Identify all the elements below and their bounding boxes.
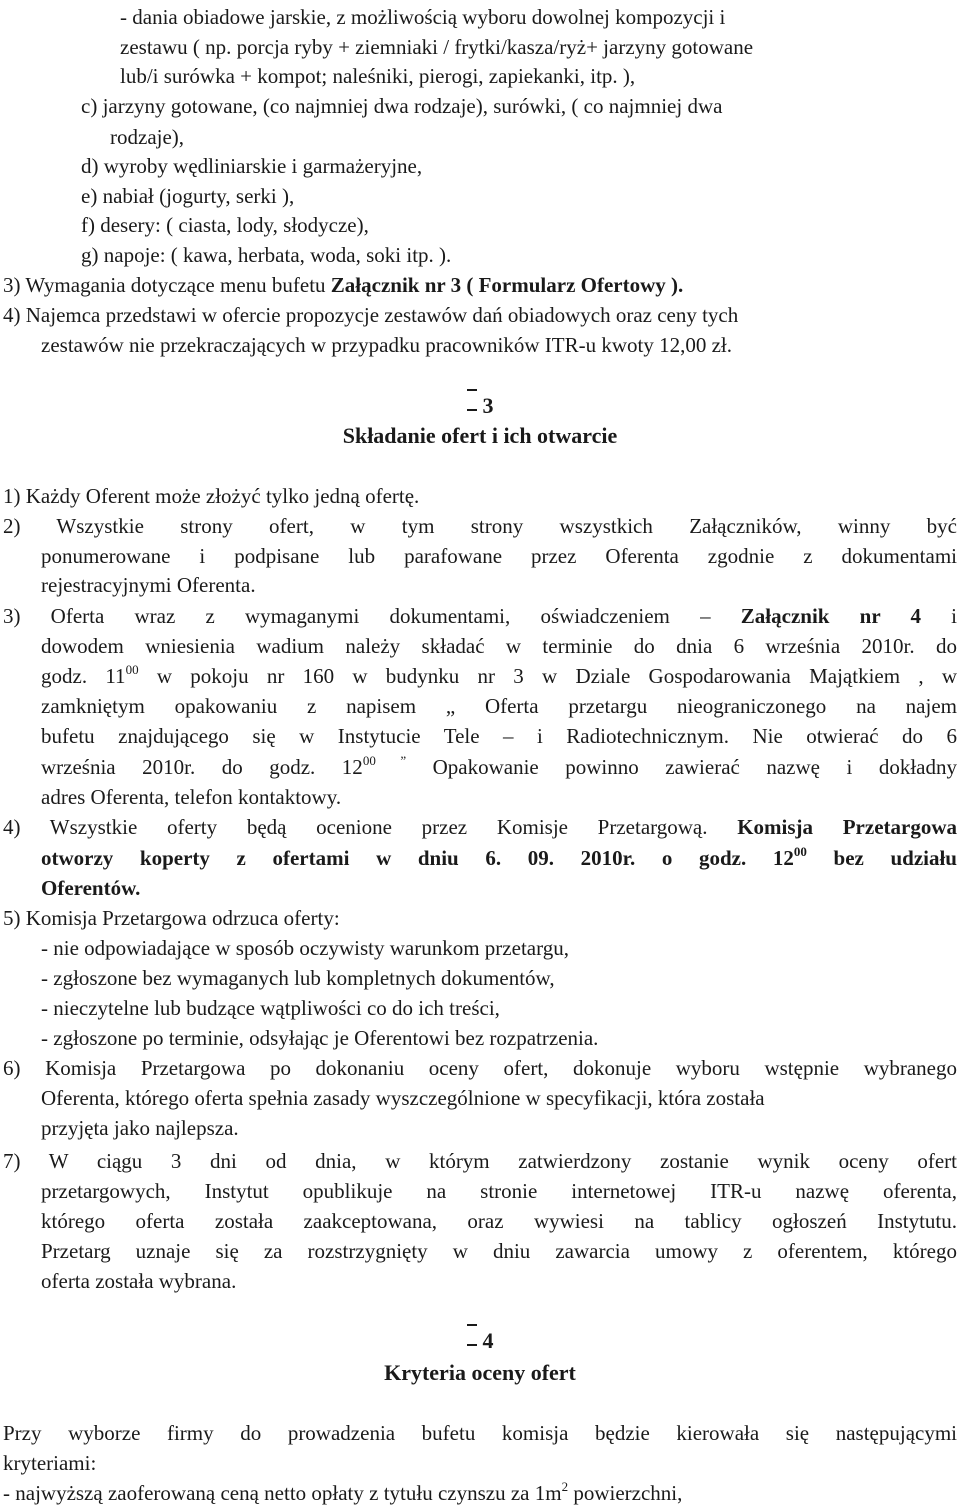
list-item: - zgłoszone bez wymaganych lub kompletnych dokumentów,	[41, 966, 555, 990]
text-line: - dania obiadowe jarskie, z możliwością wyboru dowolnej kompozycji i	[120, 5, 726, 29]
text-line: przetargowych, Instytut opublikuje na stronie internetowej ITR-u nazwę oferenta,	[41, 1179, 957, 1203]
text-line: 7) W ciągu 3 dni od dnia, w którym zatwierdzony zostanie wynik oceny ofert	[3, 1149, 957, 1173]
text-line: którego oferta została zaakceptowana, oraz wywiesi na tablicy ogłoszeń Instytutu.	[41, 1209, 957, 1233]
text-line: 5) Komisja Przetargowa odrzuca oferty:	[3, 906, 340, 930]
attachment-reference: Załącznik nr 3 ( Formularz Ofertowy ).	[330, 273, 684, 297]
list-item: - nie odpowiadające w sposób oczywisty warunkom przetargu,	[41, 936, 569, 960]
text-line: zestawu ( np. porcja ryby + ziemniaki / frytki/kasza/ryż+ jarzyny gotowane	[120, 35, 754, 59]
section-heading: Składanie ofert i ich otwarcie	[342, 423, 618, 448]
text-line: Oferenta, którego oferta spełnia zasady wyszczególnione w specyfikacji, która została	[41, 1086, 765, 1110]
text-line: godz. $11^{00}$ w pokoju nr 160 w budynku nr 3 w Dziale Gospodarowania Majątkiem , w	[41, 662, 958, 688]
list-item: - najwyższą zaoferowaną ceną netto opłaty z tytułu czynszu za $1m^2$ powierzchni,	[3, 1479, 683, 1505]
text-line: adres Oferenta, telefon kontaktowy.	[41, 785, 342, 809]
text-line: dowodem wniesienia wadium należy składać w terminie do dnia 6 września 2010r. do	[41, 634, 957, 658]
text-line: 3) Wymagania dotyczące menu bufetu Załącznik nr 3 ( Formularz Ofertowy ).	[3, 273, 684, 297]
text-line: Przetarg uznaje się za rozstrzygnięty w dniu zawarcia umowy z oferentem, którego	[41, 1239, 957, 1263]
text-line: ponumerowane i podpisane lub parafowane przez Oferenta zgodnie z dokumentami	[41, 544, 957, 568]
attachment-reference: Załącznik nr 4	[740, 604, 921, 628]
list-item: - zgłoszone po terminie, odsyłając je Oferentowi bez rozpatrzenia.	[41, 1026, 599, 1050]
section-number: 4	[0, 1326, 960, 1356]
section-sign-icon	[467, 389, 477, 411]
text-line: 3) Oferta wraz z wymaganymi dokumentami, oświadczeniem – Załącznik nr 4 i	[3, 604, 957, 628]
text-line: września 2010r. do godz. $12^{00 ”}$ Opakowanie powinno zawierać nazwę i dokładny	[41, 753, 957, 779]
text-line: zamkniętym opakowaniu z napisem „ Oferta przetargu nieograniczonego na najem	[41, 694, 957, 718]
text-line: 1) Każdy Oferent może złożyć tylko jedną ofertę.	[3, 484, 420, 508]
text-line: 4) Najemca przedstawi w ofercie propozycje zestawów dań obiadowych oraz ceny tych	[3, 303, 739, 327]
text-line: 2) Wszystkie strony ofert, w tym strony wszystkich Załączników, winny być	[3, 514, 957, 538]
text-line: bufetu znajdującego się w Instytucie Tele – i Radiotechnicznym. Nie otwierać do 6	[41, 724, 957, 748]
text-line: e) nabiał (jogurty, serki ),	[81, 184, 295, 208]
list-item: - nieczytelne lub budzące wątpliwości co do ich treści,	[41, 996, 500, 1020]
text-line: otworzy koperty z ofertami w dniu 6. 09. 2010r. o godz. $12^{00}$ bez udziału	[41, 844, 957, 870]
text-line: g) napoje: ( kawa, herbata, woda, soki itp. ).	[81, 243, 452, 267]
text-line: kryteriami:	[3, 1451, 97, 1475]
text-line: oferta została wybrana.	[41, 1269, 237, 1293]
text-line: przyjęta jako najlepsza.	[41, 1116, 239, 1140]
text-line: f) desery: ( ciasta, lody, słodycze),	[81, 213, 369, 237]
section-heading: Kryteria oceny ofert	[384, 1360, 576, 1385]
text-line: rodzaje),	[110, 125, 185, 149]
text-line: Oferentów.	[41, 876, 141, 900]
text-line: zestawów nie przekraczających w przypadku pracowników ITR-u kwoty 12,00 zł.	[41, 333, 732, 357]
text-line: rejestracyjnymi Oferenta.	[41, 573, 256, 597]
text-line: d) wyroby wędliniarskie i garmażeryjne,	[81, 154, 423, 178]
text-line: lub/i surówka + kompot; naleśniki, pierogi, zapiekanki, itp. ),	[120, 64, 636, 88]
section-sign-icon	[467, 1324, 477, 1346]
section-number: 3	[0, 391, 960, 421]
text-line: 4) Wszystkie oferty będą ocenione przez Komisje Przetargową. Komisja Przetargowa	[3, 815, 957, 839]
text-line: c) jarzyny gotowane, (co najmniej dwa rodzaje), surówki, ( co najmniej dwa	[81, 94, 723, 118]
text-line: 6) Komisja Przetargowa po dokonaniu oceny ofert, dokonuje wyboru wstępnie wybranego	[3, 1056, 957, 1080]
text-line: Przy wyborze firmy do prowadzenia bufetu komisja będzie kierowała się następującymi	[3, 1421, 957, 1445]
